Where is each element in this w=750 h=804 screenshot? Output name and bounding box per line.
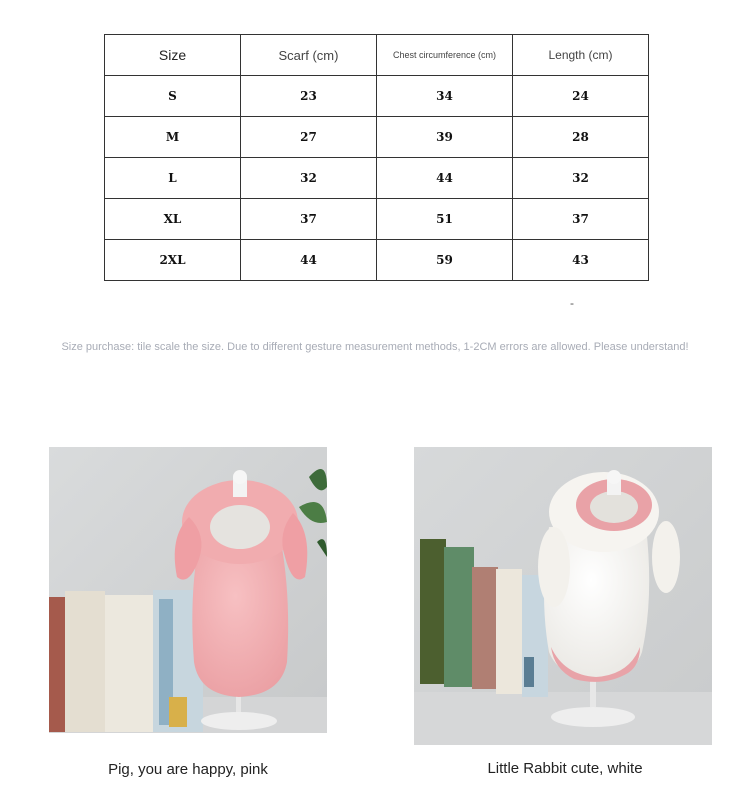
cell-length: 28 [513, 117, 649, 158]
cell-chest: 34 [377, 76, 513, 117]
cell-size: S [105, 76, 241, 117]
cell-length: 32 [513, 158, 649, 199]
cell-chest: 51 [377, 199, 513, 240]
cell-size: XL [105, 199, 241, 240]
table-row [105, 117, 649, 158]
table-row [105, 158, 649, 199]
cell-size: M [105, 117, 241, 158]
header-scarf: Scarf (cm) [241, 35, 377, 76]
cell-chest: 39 [377, 117, 513, 158]
cell-length: 24 [513, 76, 649, 117]
cell-length: 43 [513, 240, 649, 281]
header-size: Size [105, 35, 241, 76]
cell-scarf: 37 [241, 199, 377, 240]
table-row [105, 76, 649, 117]
cell-size: L [105, 158, 241, 199]
dash-mark: - [570, 296, 574, 310]
size-table [104, 34, 649, 281]
cell-scarf: 44 [241, 240, 377, 281]
table-row [105, 199, 649, 240]
white-hoodie-photo [414, 447, 712, 745]
white-caption: Little Rabbit cute, white [487, 760, 643, 777]
cell-chest: 59 [377, 240, 513, 281]
cell-length: 37 [513, 199, 649, 240]
cell-chest: 44 [377, 158, 513, 199]
pink-caption: Pig, you are happy, pink [108, 761, 268, 778]
size-note: Size purchase: tile scale the size. Due to different gesture measurement methods, 1-2CM errors are allowed. Please understand! [61, 341, 689, 353]
cell-scarf: 23 [241, 76, 377, 117]
table-row [105, 240, 649, 281]
pink-hoodie-photo [49, 447, 327, 733]
table-header-row [105, 35, 649, 76]
header-chest: Chest circumference (cm) [377, 35, 513, 76]
cell-size: 2XL [105, 240, 241, 281]
cell-scarf: 32 [241, 158, 377, 199]
header-length: Length (cm) [513, 35, 649, 76]
cell-scarf: 27 [241, 117, 377, 158]
